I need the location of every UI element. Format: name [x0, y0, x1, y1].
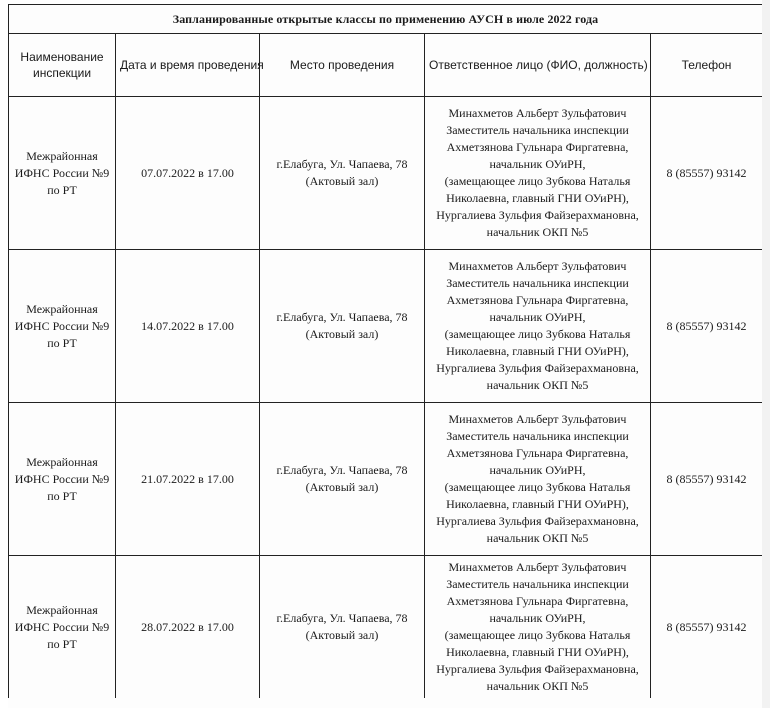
phone-cell: 8 (85557) 93142 — [651, 556, 763, 699]
header-text: Телефон — [681, 58, 732, 72]
document-page — [8, 4, 762, 708]
responsible-person-cell-line: Николаевна, главный ГНИ ОУиРН), — [446, 497, 629, 511]
column-header-datetime — [116, 34, 264, 97]
table-title: Запланированные открытые классы по применению АУСН в июле 2022 года — [9, 5, 763, 34]
header-row — [9, 34, 763, 97]
place-cell — [260, 556, 425, 699]
datetime-cell: 21.07.2022 в 17.00 — [116, 403, 260, 556]
inspection-cell-line: по РТ — [47, 488, 77, 503]
responsible-person-cell-line: начальник ОКП №5 — [486, 225, 589, 239]
schedule-table — [8, 4, 763, 698]
place-cell-line: г.Елабуга, Ул. Чапаева, 78 — [276, 157, 408, 171]
column-header-phone — [651, 34, 763, 97]
column-header-place — [260, 34, 425, 97]
inspection-cell-line: по РТ — [47, 335, 77, 350]
place-cell-line: г.Елабуга, Ул. Чапаева, 78 — [276, 463, 408, 477]
responsible-person-cell-line: Нургалиева Зульфия Файзерахмановна, — [436, 514, 639, 528]
header-text: инспекции — [32, 66, 92, 80]
inspection-cell-line: по РТ — [47, 182, 77, 197]
responsible-person-cell-line: Нургалиева Зульфия Файзерахмановна, — [436, 361, 639, 375]
responsible-person-cell-line: начальник ОУиРН, — [489, 611, 586, 625]
inspection-cell-line: Межрайонная — [26, 602, 98, 617]
responsible-person-cell-line: Заместитель начальника инспекции — [446, 276, 629, 290]
responsible-person-cell-line: (замещающее лицо Зубкова Наталья — [444, 174, 631, 188]
responsible-person-cell-line: начальник ОУиРН, — [489, 463, 586, 477]
responsible-person-cell-line: Нургалиева Зульфия Файзерахмановна, — [436, 208, 639, 222]
responsible-person-cell-line: Ахметзянова Гульнара Фиргатевна, — [446, 446, 629, 460]
header-text: Ответственное лицо (ФИО, должность) — [429, 58, 648, 72]
responsible-person-cell — [425, 97, 651, 250]
place-cell-line: (Актовый зал) — [305, 628, 379, 642]
header-text: Место проведения — [289, 58, 395, 72]
responsible-person-cell — [425, 250, 651, 403]
responsible-person-cell-line: Минахметов Альберт Зульфатович — [448, 560, 627, 574]
responsible-person-cell-line: Николаевна, главный ГНИ ОУиРН), — [446, 344, 629, 358]
place-cell-line: (Актовый зал) — [305, 327, 379, 341]
column-header-inspection — [9, 34, 116, 97]
inspection-cell-line: ИФНС России №9 — [14, 471, 110, 486]
responsible-person-cell-line: начальник ОКП №5 — [486, 531, 589, 545]
place-cell-line: г.Елабуга, Ул. Чапаева, 78 — [276, 310, 408, 324]
responsible-person-cell — [425, 556, 651, 699]
datetime-cell: 28.07.2022 в 17.00 — [116, 556, 260, 699]
responsible-person-cell-line: Минахметов Альберт Зульфатович — [448, 412, 627, 426]
phone-cell: 8 (85557) 93142 — [651, 250, 763, 403]
inspection-cell — [9, 556, 116, 699]
place-cell — [260, 403, 425, 556]
inspection-cell-line: ИФНС России №9 — [14, 165, 110, 180]
responsible-person-cell-line: Минахметов Альберт Зульфатович — [448, 106, 627, 120]
responsible-person-cell-line: Ахметзянова Гульнара Фиргатевна, — [446, 594, 629, 608]
responsible-person-cell-line: Заместитель начальника инспекции — [446, 577, 629, 591]
inspection-cell — [9, 97, 116, 250]
phone-cell: 8 (85557) 93142 — [651, 403, 763, 556]
place-cell-line: (Актовый зал) — [305, 174, 379, 188]
place-cell-line: (Актовый зал) — [305, 480, 379, 494]
responsible-person-cell-line: Николаевна, главный ГНИ ОУиРН), — [446, 191, 629, 205]
place-cell-line: г.Елабуга, Ул. Чапаева, 78 — [276, 611, 408, 625]
phone-cell: 8 (85557) 93142 — [651, 97, 763, 250]
inspection-cell — [9, 403, 116, 556]
responsible-person-cell-line: начальник ОКП №5 — [486, 679, 589, 693]
responsible-person-cell-line: Николаевна, главный ГНИ ОУиРН), — [446, 645, 629, 659]
responsible-person-cell-line: Ахметзянова Гульнара Фиргатевна, — [446, 293, 629, 307]
responsible-person-cell-line: (замещающее лицо Зубкова Наталья — [444, 480, 631, 494]
responsible-person-cell-line: (замещающее лицо Зубкова Наталья — [444, 327, 631, 341]
responsible-person-cell — [425, 403, 651, 556]
header-text: Дата и время проведения — [120, 58, 264, 72]
inspection-cell-line: Межрайонная — [26, 148, 98, 163]
inspection-cell — [9, 250, 116, 403]
responsible-person-cell-line: начальник ОУиРН, — [489, 310, 586, 324]
responsible-person-cell-line: (замещающее лицо Зубкова Наталья — [444, 628, 631, 642]
inspection-cell-line: ИФНС России №9 — [14, 318, 110, 333]
column-header-person — [425, 34, 651, 97]
responsible-person-cell-line: Минахметов Альберт Зульфатович — [448, 259, 627, 273]
responsible-person-cell-line: Заместитель начальника инспекции — [446, 429, 629, 443]
scan-edge — [762, 0, 770, 708]
responsible-person-cell-line: начальник ОКП №5 — [486, 378, 589, 392]
datetime-cell: 07.07.2022 в 17.00 — [116, 97, 260, 250]
place-cell — [260, 97, 425, 250]
responsible-person-cell-line: Заместитель начальника инспекции — [446, 123, 629, 137]
inspection-cell-line: Межрайонная — [26, 454, 98, 469]
inspection-cell-line: по РТ — [47, 636, 77, 651]
table-row — [9, 250, 763, 403]
inspection-cell-line: Межрайонная — [26, 301, 98, 316]
table-row — [9, 403, 763, 556]
table-row — [9, 97, 763, 250]
responsible-person-cell-line: начальник ОУиРН, — [489, 157, 586, 171]
datetime-cell: 14.07.2022 в 17.00 — [116, 250, 260, 403]
responsible-person-cell-line: Ахметзянова Гульнара Фиргатевна, — [446, 140, 629, 154]
header-text: Наименование — [20, 50, 104, 64]
table-row — [9, 556, 763, 699]
responsible-person-cell-line: Нургалиева Зульфия Файзерахмановна, — [436, 662, 639, 676]
inspection-cell-line: ИФНС России №9 — [14, 619, 110, 634]
place-cell — [260, 250, 425, 403]
